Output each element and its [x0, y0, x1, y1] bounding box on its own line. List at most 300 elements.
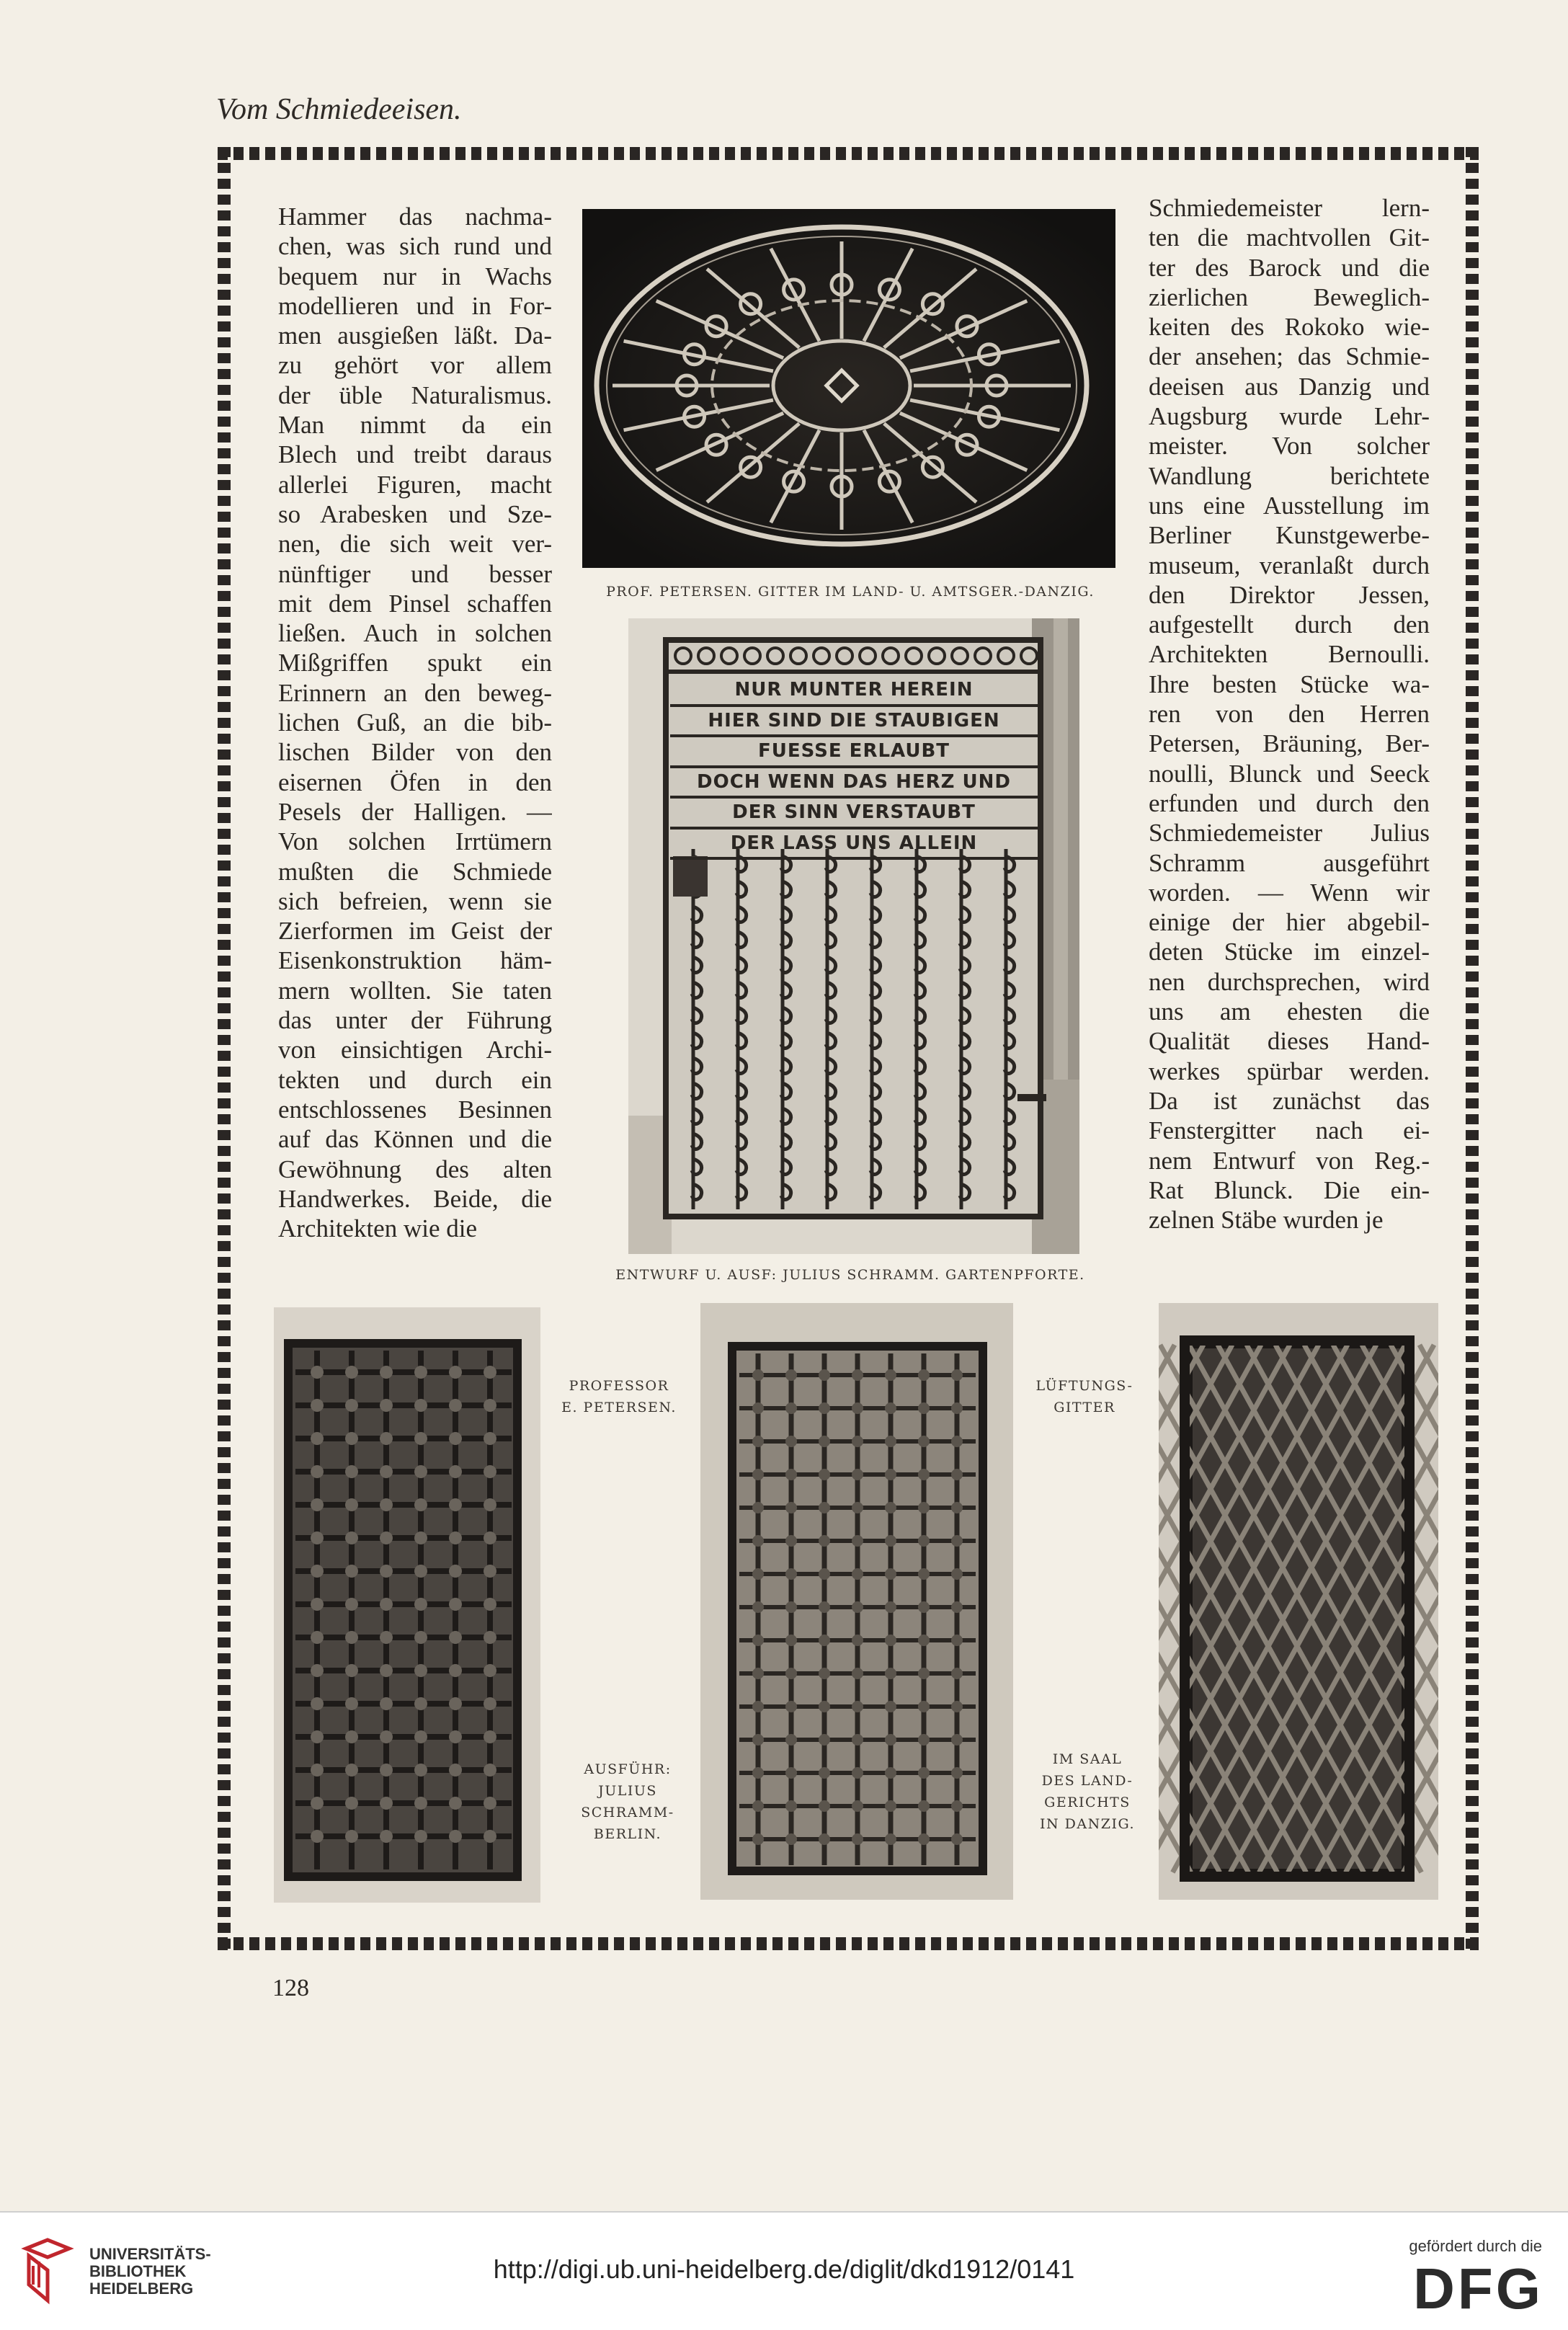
- grille-knob: [819, 1402, 830, 1414]
- grille-knob: [785, 1469, 797, 1480]
- grille-knob: [449, 1531, 462, 1544]
- grille-knob: [752, 1635, 764, 1646]
- inscription-line: DER SINN VERSTAUBT: [670, 799, 1038, 830]
- grille-knob: [918, 1833, 930, 1845]
- grille-knob: [380, 1730, 393, 1743]
- grille-knob: [752, 1601, 764, 1613]
- text-line: Architekten Bernoulli.: [1149, 640, 1430, 669]
- grille-knob: [311, 1531, 324, 1544]
- grille-knob: [311, 1432, 324, 1445]
- grille-knob: [484, 1664, 496, 1677]
- text-line: das unter der Führung: [278, 1006, 552, 1035]
- grille-knob: [918, 1734, 930, 1746]
- grille-knob: [752, 1833, 764, 1845]
- grille-knob: [311, 1830, 324, 1843]
- text-line: aufgestellt durch den: [1149, 610, 1430, 639]
- grille-knob: [311, 1465, 324, 1478]
- caption-line: DES LAND-: [1041, 1773, 1133, 1789]
- grille-knob: [951, 1800, 963, 1812]
- grille-knob: [414, 1797, 427, 1810]
- grille-knob: [449, 1565, 462, 1578]
- grille-knob: [380, 1764, 393, 1777]
- text-line: Qualität dieses Hand-: [1149, 1027, 1430, 1056]
- grille-knob: [752, 1668, 764, 1679]
- grille-knob: [449, 1730, 462, 1743]
- text-line: bequem nur in Wachs: [278, 262, 552, 290]
- grille-knob: [414, 1432, 427, 1445]
- grille-knob: [311, 1797, 324, 1810]
- text-line: mußten die Schmiede: [278, 857, 552, 886]
- grille-knob: [951, 1502, 963, 1513]
- text-line: eisernen Öfen in den: [278, 768, 552, 796]
- text-line: werkes spürbar werden.: [1149, 1057, 1430, 1085]
- text-line: Schmiedemeister Julius: [1149, 819, 1430, 848]
- grille-knob: [345, 1366, 358, 1379]
- inscription-line: HIER SIND DIE STAUBIGEN: [670, 707, 1038, 738]
- grille-knob: [819, 1701, 830, 1712]
- grille-knob: [951, 1369, 963, 1381]
- right-text-column: [1149, 193, 1430, 1235]
- grille-knob: [785, 1568, 797, 1580]
- grille-knob: [785, 1767, 797, 1779]
- text-line: ten die machtvollen Git-: [1149, 223, 1430, 252]
- caption-line: IM SAAL: [1052, 1751, 1123, 1767]
- caption-line: SCHRAMM-: [581, 1805, 674, 1820]
- institution-line: UNIVERSITÄTS-: [89, 2245, 211, 2263]
- caption-lueftungsgitter: [1016, 1375, 1153, 1418]
- grille-knob: [449, 1664, 462, 1677]
- grille-knob: [752, 1469, 764, 1480]
- sponsor-note: gefördert durch die: [1409, 2237, 1542, 2255]
- caption-garden-gate: ENTWURF U. AUSF: JULIUS SCHRAMM. GARTENPFORTE.: [615, 1267, 1085, 1283]
- grille-knob: [345, 1797, 358, 1810]
- text-line: nem Entwurf von Reg.-: [1149, 1146, 1430, 1175]
- text-line: uns eine Ausstellung im: [1149, 491, 1430, 520]
- page-number: 128: [272, 1975, 309, 2001]
- grille-knob: [752, 1436, 764, 1447]
- institution-line: HEIDELBERG: [89, 2280, 194, 2298]
- text-line: Wandlung berichtete: [1149, 461, 1430, 490]
- grille-knob: [345, 1498, 358, 1511]
- caption-line: GERICHTS: [1044, 1795, 1131, 1810]
- grille-knob: [785, 1734, 797, 1746]
- text-line: Architekten wie die: [278, 1214, 478, 1243]
- grille-knob: [852, 1668, 863, 1679]
- grille-knob: [785, 1535, 797, 1547]
- grille-knob: [918, 1402, 930, 1414]
- grille-knob: [918, 1469, 930, 1480]
- grille-knob: [414, 1631, 427, 1644]
- grille-knob: [819, 1601, 830, 1613]
- caption-line: JULIUS: [598, 1783, 657, 1799]
- grille-knob: [819, 1734, 830, 1746]
- grille-knob: [449, 1830, 462, 1843]
- grille-knob: [885, 1469, 896, 1480]
- grille-knob: [380, 1366, 393, 1379]
- grille-knob: [785, 1668, 797, 1679]
- grille-knob: [819, 1635, 830, 1646]
- garden-gate-photo: [628, 618, 1079, 1254]
- grille-knob: [951, 1535, 963, 1547]
- text-line: lichen Guß, an die bib-: [278, 708, 552, 737]
- grille-knob: [951, 1635, 963, 1646]
- grille-knob: [852, 1601, 863, 1613]
- grille-knob: [414, 1531, 427, 1544]
- grille-knob: [345, 1432, 358, 1445]
- grille-knob: [885, 1369, 896, 1381]
- grille-knob: [885, 1568, 896, 1580]
- text-line: Petersen, Bräuning, Ber-: [1149, 729, 1430, 758]
- text-line: ließen. Auch in solchen: [278, 619, 552, 648]
- grille-knob: [885, 1502, 896, 1513]
- dfg-logo: DFG: [1413, 2256, 1544, 2321]
- grille-knob: [449, 1764, 462, 1777]
- grille-knob: [380, 1697, 393, 1710]
- text-line: Hammer das nachma-: [278, 203, 552, 231]
- text-line: nünftiger und besser: [278, 559, 552, 588]
- grille-knob: [918, 1601, 930, 1613]
- text-line: Schramm ausgeführt: [1149, 848, 1430, 877]
- grille-knob: [951, 1436, 963, 1447]
- grille-knob: [484, 1697, 496, 1710]
- grille-knob: [752, 1369, 764, 1381]
- text-line: Ihre besten Stücke wa-: [1149, 670, 1430, 698]
- grille-knob: [918, 1436, 930, 1447]
- grille-knob: [449, 1797, 462, 1810]
- grille-photo-middle: [700, 1303, 1013, 1900]
- grille-knob: [852, 1402, 863, 1414]
- grille-knob: [852, 1833, 863, 1845]
- grille-knob: [311, 1764, 324, 1777]
- grille-knob: [484, 1366, 496, 1379]
- grille-knob: [345, 1598, 358, 1611]
- grille-knob: [311, 1498, 324, 1511]
- grille-knob: [819, 1469, 830, 1480]
- caption-line: GITTER: [1054, 1400, 1115, 1415]
- inscription-line: FUESSE ERLAUBT: [670, 737, 1038, 768]
- grille-knob: [449, 1598, 462, 1611]
- text-line: der ansehen; das Schmie-: [1149, 342, 1430, 371]
- grille-knob: [414, 1598, 427, 1611]
- grille-knob: [484, 1730, 496, 1743]
- text-line: entschlossenes Besinnen: [278, 1095, 552, 1124]
- grille-knob: [885, 1601, 896, 1613]
- text-line: Berliner Kunstgewerbe-: [1149, 521, 1430, 550]
- oval-grille-svg: [582, 209, 1115, 568]
- text-line: deten Stücke im einzel-: [1149, 938, 1430, 966]
- text-line: mern wollten. Sie taten: [278, 976, 552, 1005]
- text-line: zelnen Stäbe wurden je: [1149, 1206, 1384, 1235]
- text-line: uns am ehesten die: [1149, 997, 1430, 1026]
- grille-knob: [918, 1502, 930, 1513]
- grille-knob: [345, 1730, 358, 1743]
- grille-knob: [819, 1833, 830, 1845]
- grille-knob: [852, 1502, 863, 1513]
- grille-knob: [484, 1498, 496, 1511]
- grille-photo-left: [274, 1307, 540, 1903]
- oval-grille-photo: [582, 209, 1115, 568]
- grille-knob: [414, 1465, 427, 1478]
- gate-inscription: [670, 676, 1038, 860]
- grille-knob: [785, 1402, 797, 1414]
- grille-knob: [311, 1631, 324, 1644]
- text-line: museum, veranlaßt durch: [1149, 551, 1430, 579]
- grille-knob: [380, 1432, 393, 1445]
- grille-knob: [311, 1664, 324, 1677]
- grille-knob: [885, 1734, 896, 1746]
- caption-im-saal: [1019, 1748, 1156, 1835]
- grille-knob: [345, 1399, 358, 1412]
- left-text-column: [278, 202, 552, 1243]
- text-line: tekten und durch ein: [278, 1065, 552, 1094]
- grille-knob: [484, 1598, 496, 1611]
- grille-knob: [311, 1565, 324, 1578]
- grille-knob: [852, 1701, 863, 1712]
- text-line: so Arabesken und Sze-: [278, 499, 552, 528]
- text-line: der üble Naturalismus.: [278, 381, 552, 409]
- grille-knob: [785, 1502, 797, 1513]
- caption-line: AUSFÜHR:: [584, 1761, 672, 1777]
- grille-knob: [785, 1833, 797, 1845]
- text-line: Handwerkes. Beide, die: [278, 1184, 552, 1213]
- grille-knob: [885, 1635, 896, 1646]
- grille-knob: [918, 1701, 930, 1712]
- grille-knob: [752, 1568, 764, 1580]
- text-line: sich befreien, wenn sie: [278, 886, 552, 915]
- text-line: Von solchen Irrtümern: [278, 827, 552, 856]
- grille-knob: [819, 1767, 830, 1779]
- text-line: Rat Blunck. Die ein-: [1149, 1175, 1430, 1204]
- grille-knob: [345, 1830, 358, 1843]
- text-line: mit dem Pinsel schaffen: [278, 589, 552, 618]
- grille-knob: [345, 1764, 358, 1777]
- grille-knob: [414, 1730, 427, 1743]
- caption-line: BERLIN.: [593, 1826, 662, 1842]
- text-line: Mißgriffen spukt ein: [278, 649, 552, 677]
- running-head: Vom Schmiedeeisen.: [216, 93, 462, 126]
- grille-knob: [785, 1369, 797, 1381]
- grille-knob: [345, 1631, 358, 1644]
- grille-knob: [852, 1635, 863, 1646]
- grille-knob: [918, 1369, 930, 1381]
- text-line: noulli, Blunck und Seeck: [1149, 759, 1430, 788]
- grille-knob: [951, 1601, 963, 1613]
- grille-knob: [752, 1767, 764, 1779]
- grille-knob: [380, 1465, 393, 1478]
- grille-knob: [449, 1631, 462, 1644]
- grille-knob: [752, 1734, 764, 1746]
- grille-right-svg: [1159, 1303, 1438, 1900]
- text-line: von einsichtigen Archi-: [278, 1036, 552, 1064]
- text-line: meister. Von solcher: [1149, 432, 1430, 461]
- grille-knob: [951, 1668, 963, 1679]
- text-line: Gewöhnung des alten: [278, 1155, 552, 1183]
- grille-knob: [852, 1535, 863, 1547]
- grille-knob: [852, 1436, 863, 1447]
- text-line: lischen Bilder von den: [278, 738, 552, 767]
- grille-knob: [484, 1631, 496, 1644]
- grille-knob: [484, 1531, 496, 1544]
- grille-knob: [311, 1366, 324, 1379]
- text-line: allerlei Figuren, macht: [278, 470, 552, 499]
- caption-oval-grille: PROF. PETERSEN. GITTER IM LAND- U. AMTSGER.-DANZIG.: [606, 584, 1095, 600]
- grille-knob: [484, 1465, 496, 1478]
- grille-knob: [951, 1568, 963, 1580]
- grille-knob: [852, 1800, 863, 1812]
- text-line: nen, die sich weit ver-: [278, 530, 552, 559]
- grille-knob: [951, 1402, 963, 1414]
- text-line: Fenstergitter nach ei-: [1149, 1116, 1430, 1145]
- text-line: Schmiedemeister lern-: [1149, 194, 1430, 222]
- text-line: Pesels der Halligen. —: [278, 797, 552, 826]
- grille-knob: [852, 1369, 863, 1381]
- caption-ausfuehrung: [559, 1758, 696, 1845]
- permalink[interactable]: http://digi.ub.uni-heidelberg.de/diglit/dkd1912/0141: [493, 2254, 1075, 2284]
- footer-bar: [0, 2211, 1568, 2330]
- grille-knob: [852, 1767, 863, 1779]
- text-line: Blech und treibt daraus: [278, 440, 552, 469]
- text-line: modellieren und in For-: [278, 291, 552, 320]
- grille-knob: [785, 1701, 797, 1712]
- grille-knob: [951, 1833, 963, 1845]
- grille-left-svg: [274, 1307, 540, 1903]
- text-line: Augsburg wurde Lehr-: [1149, 402, 1430, 431]
- grille-knob: [380, 1399, 393, 1412]
- text-line: Zierformen im Geist der: [278, 917, 552, 946]
- grille-knob: [380, 1531, 393, 1544]
- grille-knob: [380, 1664, 393, 1677]
- grille-knob: [918, 1668, 930, 1679]
- grille-knob: [918, 1635, 930, 1646]
- grille-knob: [852, 1568, 863, 1580]
- grille-knob: [414, 1830, 427, 1843]
- caption-line: LÜFTUNGS-: [1035, 1378, 1133, 1394]
- grille-knob: [951, 1469, 963, 1480]
- text-line: keiten des Rokoko wie-: [1149, 313, 1430, 342]
- text-line: deeisen aus Danzig und: [1149, 372, 1430, 401]
- grille-knob: [885, 1436, 896, 1447]
- grille-knob: [449, 1465, 462, 1478]
- grille-knob: [752, 1701, 764, 1712]
- text-line: worden. — Wenn wir: [1149, 878, 1430, 907]
- text-line: einige der hier abgebil-: [1149, 908, 1430, 937]
- text-line: men ausgießen läßt. Da-: [278, 321, 552, 350]
- grille-knob: [345, 1697, 358, 1710]
- grille-knob: [918, 1568, 930, 1580]
- grille-knob: [785, 1601, 797, 1613]
- grille-knob: [380, 1830, 393, 1843]
- grille-knob: [345, 1465, 358, 1478]
- grille-knob: [819, 1436, 830, 1447]
- caption-line: E. PETERSEN.: [561, 1400, 677, 1415]
- grille-knob: [951, 1734, 963, 1746]
- text-line: auf das Können und die: [278, 1125, 552, 1154]
- grille-knob: [819, 1502, 830, 1513]
- grille-knob: [885, 1833, 896, 1845]
- grille-knob: [484, 1797, 496, 1810]
- grille-knob: [449, 1697, 462, 1710]
- grille-knob: [785, 1436, 797, 1447]
- grille-knob: [885, 1701, 896, 1712]
- grille-knob: [785, 1800, 797, 1812]
- grille-knob: [380, 1598, 393, 1611]
- institution-line: BIBLIOTHEK: [89, 2262, 187, 2280]
- grille-knob: [819, 1535, 830, 1547]
- grille-knob: [752, 1535, 764, 1547]
- grille-knob: [484, 1432, 496, 1445]
- grille-knob: [852, 1734, 863, 1746]
- grille-knob: [414, 1498, 427, 1511]
- caption-line: PROFESSOR: [569, 1378, 669, 1394]
- grille-knob: [380, 1565, 393, 1578]
- grille-knob: [951, 1767, 963, 1779]
- grille-knob: [380, 1498, 393, 1511]
- grille-knob: [819, 1668, 830, 1679]
- grille-knob: [311, 1399, 324, 1412]
- grille-knob: [819, 1369, 830, 1381]
- grille-knob: [885, 1402, 896, 1414]
- grille-knob: [819, 1800, 830, 1812]
- grille-knob: [449, 1399, 462, 1412]
- grille-knob: [819, 1568, 830, 1580]
- grille-knob: [752, 1800, 764, 1812]
- grille-knob: [484, 1830, 496, 1843]
- grille-knob: [414, 1565, 427, 1578]
- grille-knob: [918, 1535, 930, 1547]
- caption-line: IN DANZIG.: [1040, 1816, 1135, 1832]
- grille-knob: [852, 1469, 863, 1480]
- grille-knob: [785, 1635, 797, 1646]
- inscription-line: DOCH WENN DAS HERZ UND: [670, 768, 1038, 799]
- grille-knob: [345, 1565, 358, 1578]
- grille-knob: [951, 1701, 963, 1712]
- grille-knob: [380, 1797, 393, 1810]
- text-line: Man nimmt da ein: [278, 411, 552, 440]
- text-line: nen durchsprechen, wird: [1149, 967, 1430, 996]
- text-line: ren von den Herren: [1149, 700, 1430, 729]
- grille-knob: [414, 1697, 427, 1710]
- grille-middle-svg: [700, 1303, 1013, 1900]
- text-line: Erinnern an den beweg-: [278, 678, 552, 707]
- text-line: erfunden und durch den: [1149, 788, 1430, 817]
- text-line: ter des Barock und die: [1149, 253, 1430, 282]
- grille-knob: [752, 1402, 764, 1414]
- text-line: den Direktor Jessen,: [1149, 580, 1430, 609]
- grille-knob: [414, 1764, 427, 1777]
- grille-knob: [414, 1664, 427, 1677]
- grille-knob: [484, 1565, 496, 1578]
- grille-knob: [752, 1502, 764, 1513]
- grille-knob: [414, 1366, 427, 1379]
- grille-knob: [345, 1531, 358, 1544]
- grille-knob: [885, 1800, 896, 1812]
- grille-knob: [449, 1366, 462, 1379]
- grille-knob: [414, 1399, 427, 1412]
- caption-professor-petersen: [551, 1375, 687, 1418]
- grille-knob: [484, 1764, 496, 1777]
- grille-knob: [311, 1697, 324, 1710]
- text-line: zierlichen Beweglich-: [1149, 283, 1430, 311]
- inscription-line: NUR MUNTER HEREIN: [670, 676, 1038, 707]
- text-line: chen, was sich rund und: [278, 232, 552, 261]
- grille-knob: [918, 1800, 930, 1812]
- grille-knob: [484, 1399, 496, 1412]
- text-line: zu gehört vor allem: [278, 351, 552, 380]
- text-line: Da ist zunächst das: [1149, 1086, 1430, 1115]
- grille-knob: [918, 1767, 930, 1779]
- grille-knob: [449, 1432, 462, 1445]
- grille-knob: [345, 1664, 358, 1677]
